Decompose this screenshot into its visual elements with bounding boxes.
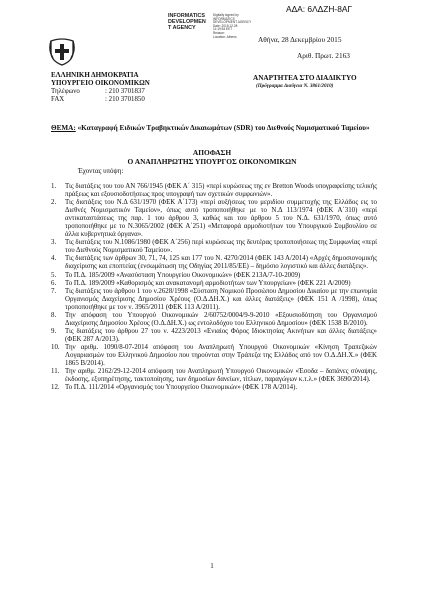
item-text: Τις διατάξεις του του ΑΝ 766/1945 (ΦΕΚ Α΄ 315) «περί κυρώσεως της εν Bretton Woods υπογραφείσης τελικής πράξεως και εξουσιοδοτήσεως προς υπογραφή των σχετικών συμφωνιών». (65, 183, 377, 199)
stamp-line: DEVELOPMEN (168, 18, 206, 25)
considering-intro: Έχοντας υπόψη: (78, 168, 124, 175)
item-number: 10. (51, 343, 60, 351)
org-line: ΕΛΛΗΝΙΚΗ ΔΗΜΟΚΡΑΤΙΑ (51, 71, 139, 79)
decision-title: ΑΠΟΦΑΣΗ (192, 148, 232, 157)
signature-line: Location: Athens (213, 34, 237, 39)
phone-value: : 210 3701837 (105, 88, 145, 95)
list-item (51, 288, 377, 312)
list-item (51, 272, 377, 280)
diavgeia-program: (Πρόγραμμα Διαύγεια Ν. 3861/2010) (256, 83, 334, 89)
signature-line: Date: 2015.12.28 (213, 23, 238, 28)
list-item (51, 183, 377, 199)
signature-line: DEVELOPMENT AGENCY (213, 20, 252, 25)
item-number: 3. (51, 239, 57, 247)
item-number: 4. (51, 255, 57, 263)
stamp-line: INFORMATICS (168, 13, 206, 19)
issuing-authority (51, 71, 150, 87)
subject-line (51, 124, 376, 133)
item-text: Τις διατάξεις του άρθρου 1 του ν.2628/1998 «Σύσταση Νομικού Προσώπου Δημοσίου Δικαίου με την επωνυμία Οργανισμός Διαχείρισης Δημοσίου Χρέους (Ο.Δ.ΔΗ.Χ.) και άλλες διατάξεις» (ΦΕΚ 151 Α /1998), όπως τροποποιήθηκε με τον ν. 3965/2011 (ΦΕΚ 113 Α/2011). (65, 287, 377, 311)
decision-subtitle: Ο ΑΝΑΠΛΗΡΩΤΗΣ ΥΠΟΥΡΓΟΣ ΟΙΚΟΝΟΜΙΚΩΝ (127, 157, 297, 166)
item-text: Την αριθμ. 2162/29-12-2014 απόφαση του Αναπληρωτή Υπουργού Οικονομικών «Έσοδα – δαπάνες σύναψης, έκδοσης, εξυπηρέτησης, τακτοποίησης, των δημοσίων δανείων, τίτλων, παραγώγων κ.τ.λ.» (ΦΕΚ 3690/2014). (65, 368, 377, 384)
fax-label: FAX (51, 96, 65, 104)
list-item (51, 384, 377, 392)
list-item (51, 328, 377, 344)
digital-signature-stamp (168, 14, 206, 31)
item-text: Την αριθμ. 1090/8-07-2014 απόφαση του Αναπληρωτή Υπουργού Οικονομικών «Κίνηση Τραπεζικών Λογαριασμών του Ελληνικού Δημοσίου που τηρούνται στην Τράπεζα της Ελλάδος από τον Ο.Δ.ΔΗ.Χ.» (ΦΕΚ 1865 Β/2014). (65, 343, 377, 368)
item-text: Το Π.Δ. 185/2009 «Ανασύσταση Υπουργείου Οικονομικών» (ΦΕΚ 213Α/7-10-2009) (65, 271, 301, 279)
org-line: ΥΠΟΥΡΓΕΙΟ ΟΙΚΟΝΟΜΙΚΩΝ (51, 79, 150, 88)
item-text: Το Π.Δ. 189/2009 «Καθορισμός και ανακατανομή αρμοδιοτήτων των Υπουργείων» (ΦΕΚ 221 Α/2009) (65, 279, 351, 287)
signature-line: Digitally signed by (213, 13, 239, 17)
stamp-line: T AGENCY (168, 24, 196, 31)
considerations-list (51, 183, 377, 392)
item-number: 9. (51, 327, 57, 335)
item-number: 2. (51, 199, 57, 207)
item-number: 7. (51, 287, 57, 295)
item-number: 8. (51, 311, 57, 319)
list-item (51, 239, 377, 255)
ada-code: ΑΔΑ: 6ΛΔΖΗ-8ΑΓ (286, 4, 353, 14)
document-date: Αθήνα, 28 Δεκεμβρίου 2015 (258, 35, 342, 44)
item-text: Το Π.Δ. 111/2014 «Οργανισμός του Υπουργείου Οικονομικών» (ΦΕΚ 178 Α/2014). (65, 384, 298, 392)
decision-heading (0, 148, 424, 166)
signature-line: INFORMATICS (213, 16, 235, 21)
phone-label: Τηλέφωνο (51, 88, 80, 95)
list-item (51, 199, 377, 239)
item-number: 6. (51, 279, 57, 287)
signature-line: Reason: (213, 30, 225, 35)
signature-line: 11:19:54 EET (213, 27, 233, 32)
item-text: Την απόφαση του Υπουργού Οικονομικών 2/60752/0004/9-9-2010 «Εξουσιοδότηση του Οργανισμού Διαχείρισης Δημοσίου Χρέους (Ο.Δ.ΔΗ.Χ.) ως εντολοδόχου του Ελληνικού Δημοσίου» (ΦΕΚ 1538 Β/2010). (65, 311, 377, 327)
item-text: Τις διατάξεις των άρθρων 30, 71, 74, 125 και 177 του Ν. 4270/2014 (ΦΕΚ 143 Α/2014) «Αρχές δημοσιονομικής διαχείρισης και εποπτείας (ενσωμάτωση της Οδηγίας 2011/85/ΕΕ) – δημόσιο λογιστικό και άλλες διατάξεις». (65, 255, 377, 271)
list-item (51, 280, 377, 288)
protocol-number: Αριθ. Πρωτ. 2163 (297, 51, 350, 60)
item-number: 12. (51, 384, 60, 392)
list-item (51, 344, 377, 368)
posting-notice: ΑΝΑΡΤΗΤΕΑ ΣΤΟ ΔΙΑΔΙΚΤΥΟ (253, 74, 357, 82)
greek-coat-of-arms-icon (49, 36, 75, 66)
fax-value: : 210 3701850 (105, 96, 145, 104)
subject-text: «Καταγραφή Ειδικών Τραβηκτικών Δικαιωμάτων (SDR) του Διεθνούς Νομισματικού Ταμείου» (75, 124, 370, 132)
list-item (51, 368, 377, 384)
item-number: 11. (51, 368, 60, 376)
item-text: Τις διατάξεις του άρθρου 27 του ν. 4223/2013 «Ενιαίος Φόρος Ιδιοκτησίας Ακινήτων και άλλες διατάξεις» (ΦΕΚ 287 Α/2013). (65, 327, 377, 343)
page-number: 1 (210, 562, 214, 570)
item-text: Τις διατάξεις του Ν.Δ 631/1970 (ΦΕΚ Α΄173) «περί αυξήσεως του μεριδίου συμμετοχής της Ελλάδος εις το Διεθνές Νομισματικόν Ταμείον», όπως αυτό τροποποιήθηκε με το Ν.Δ 113/1974 (ΦΕΚ Α΄310) «περί αντικαταστάσεως της παρ. 1 του άρθρου 3, καθώς και του άρθρου 5 του Ν.Δ. 631/1970, όπως αυτό τροποποιήθηκε με το Ν.3065/2002 (ΦΕΚ Α΄251) «Μεταφορά αρμοδιοτήτων του Υπουργικού Συμβουλίου σε άλλα κυβερνητικά όργανα». (65, 199, 377, 239)
list-item (51, 312, 377, 328)
contact-info (51, 88, 145, 104)
item-text: Τις διατάξεις του Ν.1086/1980 (ΦΕΚ Α΄256) περί κυρώσεως της δευτέρας τροποποιήσεως της Συμφωνίας «περί του Διεθνούς Νομισματικού Ταμείου». (65, 239, 377, 255)
digital-signature-details (213, 14, 253, 39)
item-number: 1. (51, 183, 57, 190)
list-item (51, 255, 377, 271)
subject-label: ΘΕΜΑ: (51, 124, 76, 132)
item-number: 5. (51, 271, 57, 279)
